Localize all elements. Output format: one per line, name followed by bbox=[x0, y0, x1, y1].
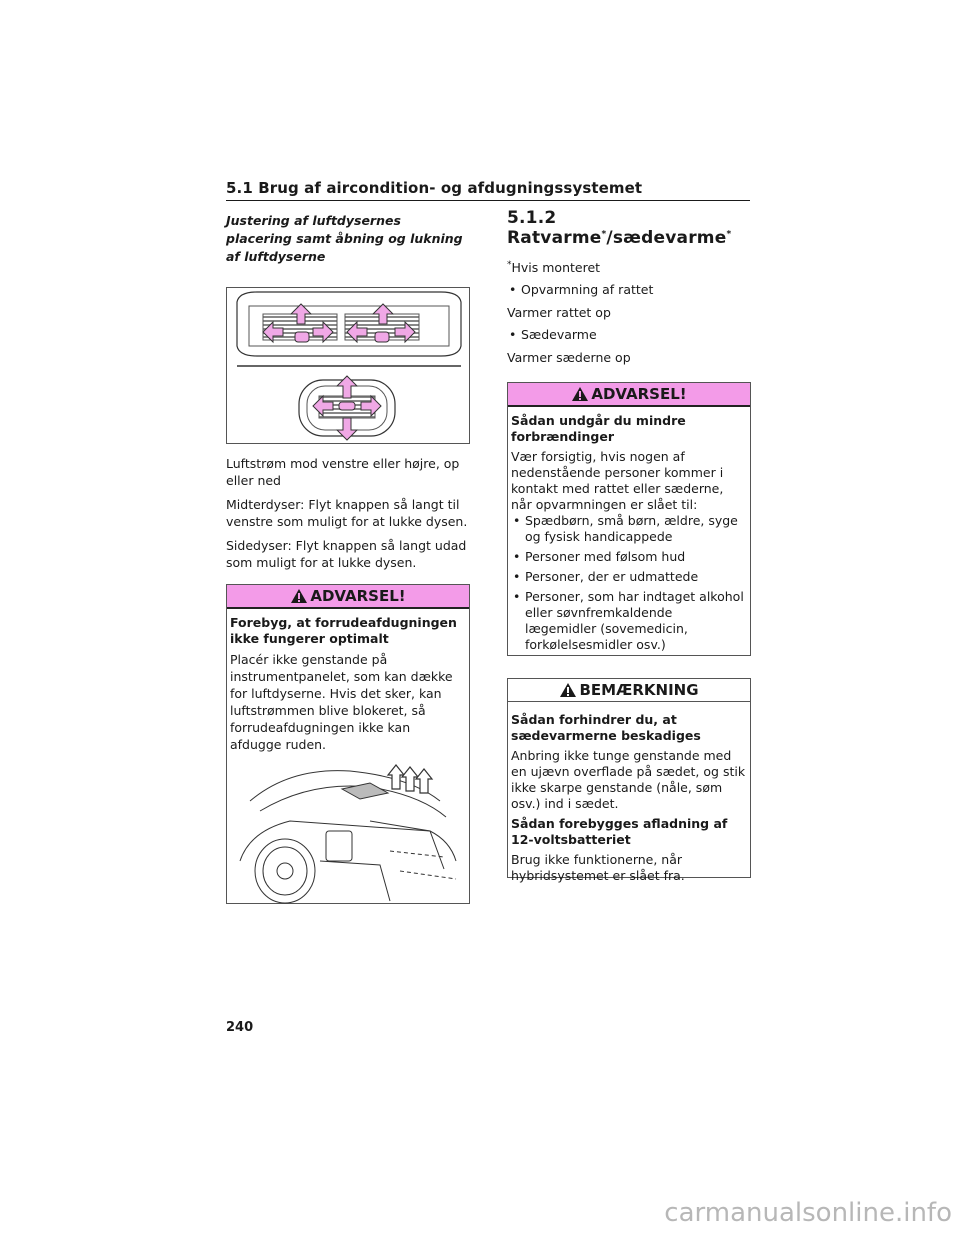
vents-illustration bbox=[226, 287, 470, 444]
warning-header bbox=[508, 383, 750, 407]
caution-triangle-icon bbox=[559, 682, 577, 698]
warning-list-item: • Personer med følsom hud bbox=[511, 549, 746, 565]
side-vents-text: Sidedyser: Flyt knappen så langt udad som muligt for at lukke dysen. bbox=[226, 538, 467, 570]
bullet-steering-heat: • Opvarmning af rattet bbox=[507, 282, 751, 298]
right-column bbox=[507, 208, 751, 884]
warning-body-text: Placér ikke genstande på instrumentpanelet, som kan dække for luftdyserne. Hvis det sker, kan luftstrømmen blive blokeret, så forrudeafdugningen ikke kan afdugge ruden. bbox=[230, 652, 453, 752]
bullet-seat-heat: • Sædevarme bbox=[507, 327, 751, 343]
warning-title: ADVARSEL! bbox=[591, 385, 687, 404]
warning-body bbox=[227, 609, 469, 912]
steering-heat-desc: Varmer rattet op bbox=[507, 305, 611, 321]
note-bold-text-2: Sådan forebygges afladning af 12-voltsbatteriet bbox=[511, 816, 728, 848]
note-title: BEMÆRKNING bbox=[579, 681, 699, 700]
warning-list-item: • Spædbørn, små børn, ældre, syge og fysisk handicappede bbox=[511, 513, 746, 545]
heading-footnote-mark-2: * bbox=[726, 229, 732, 240]
warning-box-defog bbox=[226, 584, 470, 904]
note-body-text-2: Brug ikke funktionerne, når hybridsystemet er slået fra. bbox=[511, 852, 685, 884]
heading-part-2: /sædevarme bbox=[606, 228, 727, 248]
footnote-star: * bbox=[507, 260, 512, 270]
air-vents-diagram bbox=[227, 288, 469, 443]
header-divider bbox=[226, 200, 750, 201]
note-box-seat-heaters bbox=[507, 678, 751, 884]
warning-body-text: Vær forsigtig, hvis nogen af nedenstående personer kommer i kontakt med rattet eller sæderne, når opvarmningen er slået til: bbox=[511, 449, 724, 513]
note-header bbox=[508, 679, 750, 702]
warning-box-burns bbox=[507, 382, 751, 656]
warning-list-item: • Personer, som har indtaget alkohol eller søvnfremkaldende lægemidler (sovemedicin, forkølelsesmidler osv.) bbox=[511, 589, 746, 653]
page-number: 240 bbox=[226, 1020, 254, 1035]
watermark: carmanualsonline.info bbox=[664, 1198, 952, 1228]
center-vents-text: Midterdyser: Flyt knappen så langt til venstre som muligt for at lukke dysen. bbox=[226, 497, 468, 529]
warning-list-item: • Personer, der er udmattede bbox=[511, 569, 746, 585]
section-heading bbox=[507, 208, 751, 248]
note-body-text-1: Anbring ikke tunge genstande med en ujævn overflade på sædet, og stik ikke skarpe genstande (nåle, søm osv.) ind i sædet. bbox=[511, 748, 746, 812]
warning-triangle-icon bbox=[571, 386, 589, 402]
warning-bold-text: Forebyg, at forrudeafdugningen ikke fungerer optimalt bbox=[230, 615, 457, 646]
dashboard-illustration bbox=[230, 761, 464, 906]
heading-part-1: 5.1.2 Ratvarme bbox=[507, 208, 602, 248]
note-body bbox=[508, 702, 750, 890]
warning-title: ADVARSEL! bbox=[310, 587, 406, 605]
heading-footnote-mark-1: * bbox=[601, 229, 607, 240]
warning-triangle-icon bbox=[290, 588, 308, 604]
note-bold-text-1: Sådan forhindrer du, at sædevarmerne beskadiges bbox=[511, 712, 701, 744]
section-header: 5.1 Brug af aircondition- og afdugningssystemet bbox=[226, 179, 643, 197]
seat-heat-desc: Varmer sæderne op bbox=[507, 350, 631, 366]
warning-bold-text: Sådan undgår du mindre forbrændinger bbox=[511, 413, 686, 445]
footnote bbox=[507, 257, 751, 276]
warning-header bbox=[227, 585, 469, 609]
footnote-text: Hvis monteret bbox=[511, 260, 601, 276]
warning-body bbox=[508, 407, 750, 659]
vent-adjust-subheading: Justering af luftdysernes placering samt åbning og lukning af luftdyserne bbox=[226, 213, 463, 264]
airflow-direction-text: Luftstrøm mod venstre eller højre, op eller ned bbox=[226, 456, 460, 488]
left-column bbox=[226, 212, 470, 904]
